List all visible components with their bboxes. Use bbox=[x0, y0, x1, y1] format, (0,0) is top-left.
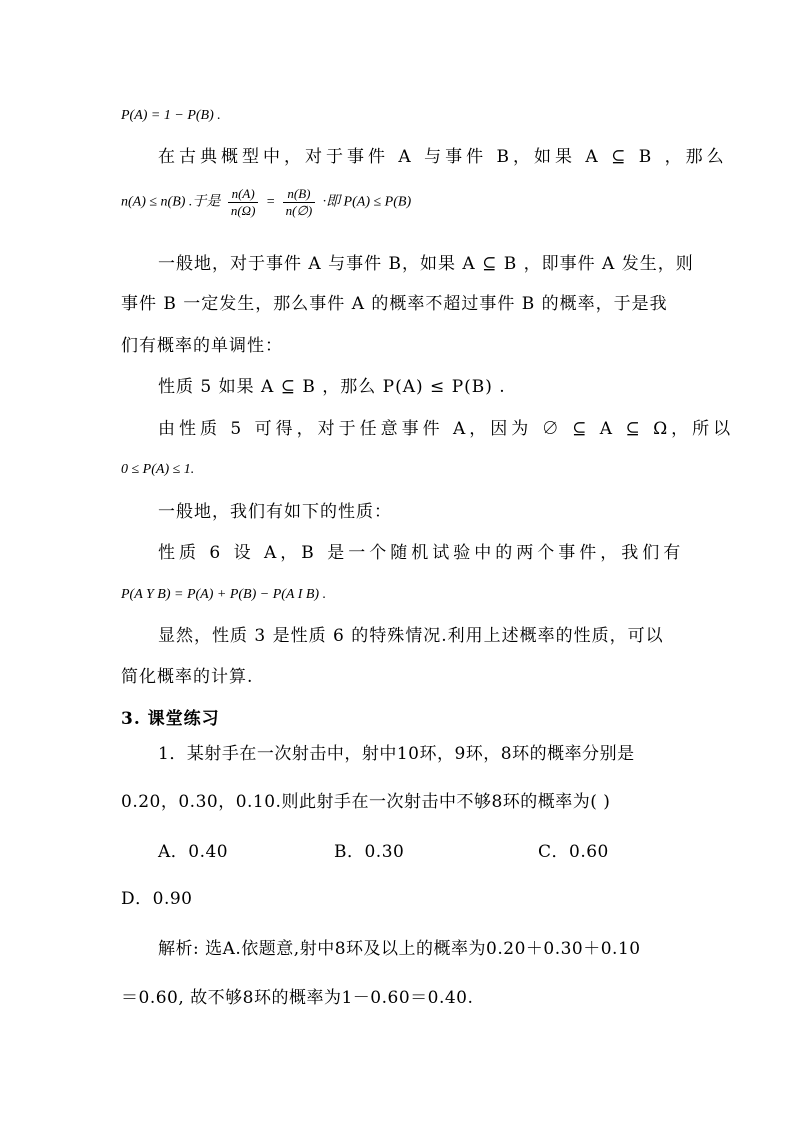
solution-line: ＝0.60, 故不够8环的概率为1－0.60＝0.40. bbox=[121, 988, 474, 1008]
fraction bbox=[228, 186, 259, 219]
formula-union: P(A Y B) = P(A) + P(B) − P(A I B) . bbox=[121, 587, 327, 602]
option-c: C．0.60 bbox=[538, 842, 609, 862]
option-b: B．0.30 bbox=[334, 842, 405, 862]
fraction-denominator: n(∅) bbox=[285, 203, 313, 218]
paragraph-line: 一般地，对于事件 A 与事件 B，如果 A ⊆ B ，即事件 A 发生，则 bbox=[158, 254, 694, 274]
paragraph-line: 们有概率的单调性： bbox=[121, 336, 283, 356]
paragraph-line: 事件 B 一定发生，那么事件 A 的概率不超过事件 B 的概率，于是我 bbox=[121, 294, 668, 314]
fraction-denominator: n(Ω) bbox=[230, 203, 256, 218]
section-heading: 3. 课堂练习 bbox=[121, 709, 220, 729]
property-5: 性质 5 如果 A ⊆ B ，那么 P(A) ≤ P(B) . bbox=[158, 377, 506, 397]
question-line: 1．某射手在一次射击中，射中10环，9环，8环的概率分别是 bbox=[158, 744, 635, 764]
fraction-numerator: n(B) bbox=[283, 186, 315, 203]
property-6: 性质 6 设 A，B 是一个随机试验中的两个事件，我们有 bbox=[158, 543, 685, 563]
fraction-numerator: n(A) bbox=[228, 186, 259, 203]
paragraph-line: 在古典概型中，对于事件 A 与事件 B，如果 A ⊆ B ，那么 bbox=[158, 147, 728, 167]
paragraph-line: 一般地，我们有如下的性质： bbox=[158, 502, 392, 522]
formula-line bbox=[121, 186, 411, 226]
option-a: A．0.40 bbox=[158, 842, 229, 862]
paragraph-line: 由性质 5 可得，对于任意事件 A，因为 ∅ ⊆ A ⊆ Ω，所以 bbox=[158, 419, 735, 439]
question-line: 0.20，0.30，0.10.则此射手在一次射击中不够8环的概率为( ) bbox=[121, 792, 611, 812]
formula-text: n(A) ≤ n(B) .于是 bbox=[121, 194, 221, 210]
paragraph-line: 显然，性质 3 是性质 6 的特殊情况.利用上述概率的性质，可以 bbox=[158, 626, 664, 646]
fraction bbox=[283, 186, 315, 219]
formula-text: ·即 P(A) ≤ P(B) bbox=[322, 194, 412, 210]
paragraph-line: 简化概率的计算. bbox=[121, 667, 254, 687]
formula-bounds: 0 ≤ P(A) ≤ 1. bbox=[121, 462, 195, 477]
formula-complement: P(A) = 1 − P(B) . bbox=[121, 108, 221, 123]
option-d: D．0.90 bbox=[121, 889, 193, 909]
solution-line: 解析: 选A.依题意,射中8环及以上的概率为0.20＋0.30＋0.10 bbox=[158, 939, 641, 959]
equals-sign: = bbox=[265, 194, 276, 210]
